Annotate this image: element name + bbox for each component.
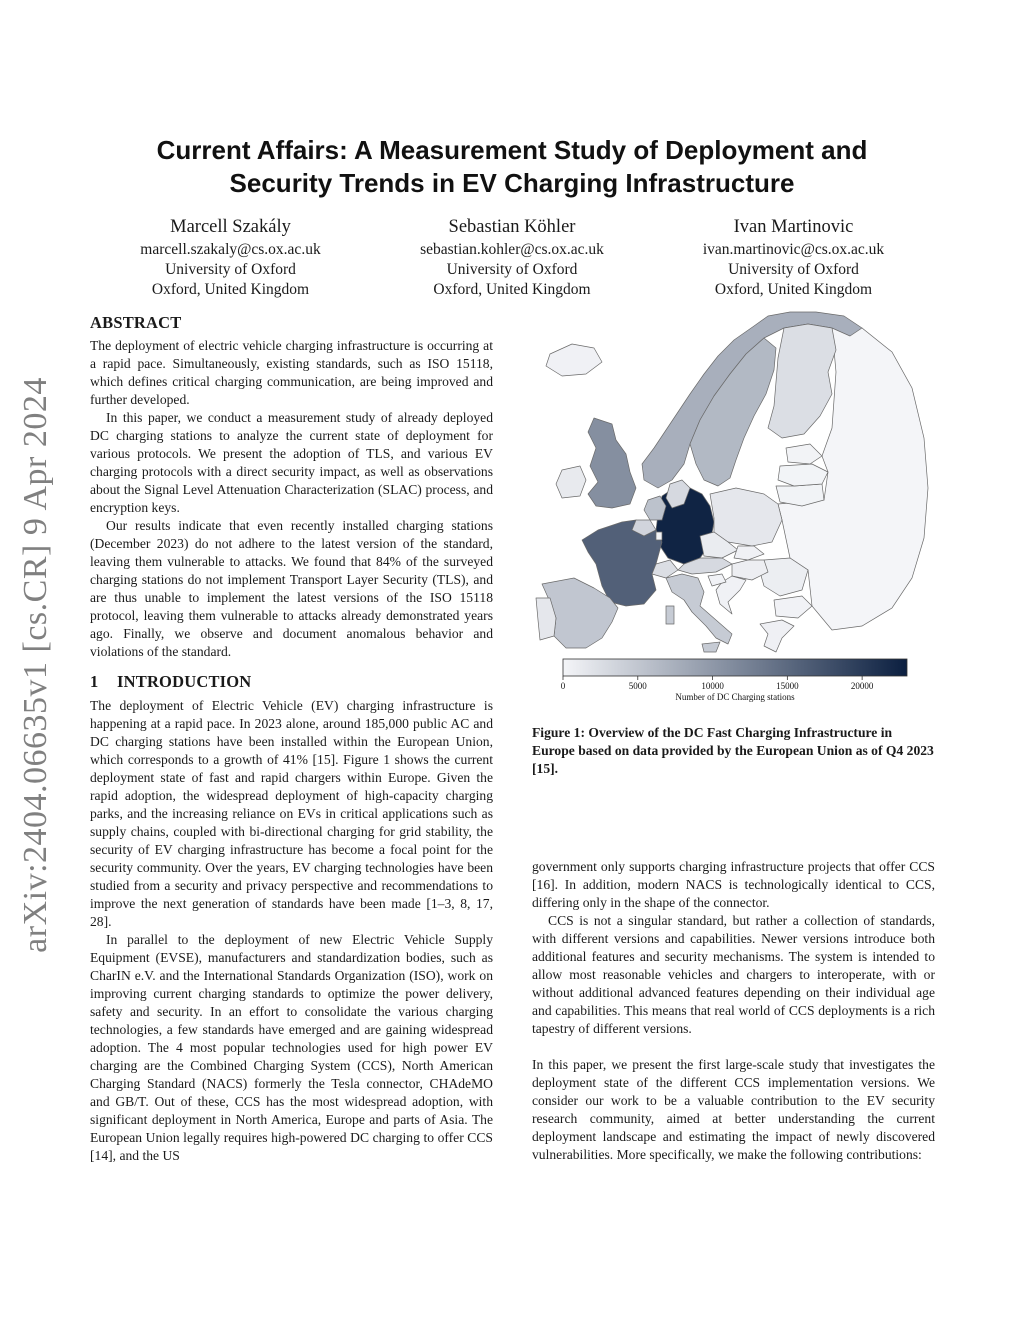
map-region-estonia — [786, 444, 822, 464]
arxiv-identifier — [6, 370, 66, 960]
paper-title — [90, 134, 934, 200]
map-region-united-kingdom — [588, 418, 636, 508]
author-location: Oxford, United Kingdom — [433, 281, 591, 298]
map-region-bulgaria — [774, 596, 812, 618]
author-affiliation: University of Oxford — [728, 261, 859, 278]
map-region-iceland — [546, 344, 602, 376]
europe-map — [532, 308, 935, 668]
author-name: Ivan Martinovic — [733, 217, 854, 237]
author-block — [90, 214, 934, 300]
author-location: Oxford, United Kingdom — [714, 281, 873, 298]
colorbar-svg — [532, 655, 935, 705]
map-region-ireland — [556, 466, 586, 498]
colorbar-tick-label: 15000 — [776, 681, 799, 691]
intro-paragraph-2: In parallel to the deployment of new Electric Vehicle Supply Equipment (EVSE), manufacturers and standardization bodies, such as CharIN e.V. and the International Standards Organization (ISO), work on improving current charging standards to optimize the power delivery, safety and security. In an effort to consolidate the various charging technologies, a few standards have emerged and are gaining widespread adoption. The 4 most popular technologies used for high power EV charging are the Combined Charging System (CCS), North American Charging Standard (NACS) formerly the Tesla connector, CHAdeMO and GB/T. Out of these, CCS has the most widespread adoption, with significant deployment in North America, Europe and parts of Asia. The European Union legally requires high-powered DC charging to offer CCS [14], and the US — [90, 932, 493, 1163]
colorbar-tick-label: 5000 — [628, 681, 647, 691]
abstract-paragraph-2: In this paper, we conduct a measurement study of already deployed DC charging stations to analyze the current state of deployment for various protocols. We present the adoption of TLS, and various EV charging protocols with a direct security impact, as well as observations about the Signal Level Attenuation Characterization (SLAC) process, and encryption keys. — [90, 410, 493, 515]
arxiv-label: arXiv:2404.06635v1 [cs.CR] 9 Apr 2024 — [17, 377, 54, 953]
colorbar-gradient — [563, 659, 907, 676]
author-email: sebastian.kohler@cs.ox.ac.uk — [420, 241, 604, 258]
figure-caption: Figure 1: Overview of the DC Fast Charging Infrastructure in Europe based on data provided by the European Union as of Q4 2023 [15]. — [532, 725, 934, 776]
intro-paragraph-1: The deployment of Electric Vehicle (EV) charging infrastructure is happening at a rapid pace. In 2023 alone, around 185,000 public AC and DC charging stations have been installed within the European Union, which corresponds to a growth of 41% [15]. Figure 1 shows the current deployment state of fast and rapid chargers within Europe. Given the rapid adoption, the widespread deployment of high-capacity charging parks, and the increasing reliance on EVs in critical applications such as supply chains, coupled with bi-directional charging for grid stability, the security of EV charging infrastructure has become a focal point for the security community. Over the years, EV charging technologies have been studied from a security and privacy perspective and recommendations to improve the next generation of standards have been made [1–3, 8, 17, 28]. — [90, 698, 493, 929]
author-email: ivan.martinovic@cs.ox.ac.uk — [702, 241, 885, 258]
author-affiliation: University of Oxford — [165, 261, 296, 278]
colorbar — [532, 655, 935, 705]
author-affiliation: University of Oxford — [446, 261, 578, 278]
title-line-2: Security Trends in EV Charging Infrastructure — [229, 168, 795, 198]
abstract-heading: ABSTRACT — [90, 313, 182, 332]
figure-1 — [532, 308, 935, 668]
map-region-slovakia — [734, 546, 764, 560]
author-name: Sebastian Köhler — [448, 217, 576, 237]
abstract-paragraph-1: The deployment of electric vehicle charging infrastructure is occurring at a rapid pace. Simultaneously, existing standards, such as ISO 15118, which defines critical charging communication, are being improved and further developed. — [90, 338, 493, 407]
colorbar-label: Number of DC Charging stations — [675, 692, 795, 702]
abstract-paragraph-3: Our results indicate that even recently installed charging stations (December 2023) do not adhere to the latest version of the standard, leaving them vulnerable to attacks. We found that 84% of the surveyed charging stations do not implement Transport Layer Security (TLS), and are thus unable to implement the latest versions of the ISO 15118 protocol, leaving them vulnerable to attacks already demonstrated years ago. Finally, we observe and document anomalous behavior and violations of the standard. — [90, 518, 493, 659]
colorbar-tick-label: 20000 — [850, 681, 874, 691]
left-column — [90, 312, 493, 1165]
right-paragraph-2: CCS is not a singular standard, but rather a collection of standards, with different versions and capabilities. Newer versions introduce both additional features and security mechanisms. The system is intended to allow most reasonable vehicles and chargers to interoperate, with or without additional advanced features depending on their individual age and capabilities. This means that real world of CCS deployments is a rich tapestry of different versions. — [532, 913, 935, 1036]
colorbar-tick-label: 10000 — [701, 681, 724, 691]
author-name: Marcell Szakály — [170, 217, 291, 237]
colorbar-tick-label: 0 — [560, 681, 566, 691]
map-region-luxembourg — [656, 532, 662, 540]
author-3 — [653, 214, 934, 300]
map-region-greece — [760, 620, 794, 652]
author-1 — [90, 214, 371, 300]
europe-map-svg — [532, 308, 935, 658]
author-2 — [372, 214, 653, 300]
section-title: INTRODUCTION — [117, 672, 252, 691]
title-line-1: Current Affairs: A Measurement Study of Deployment and — [156, 135, 868, 165]
author-location: Oxford, United Kingdom — [151, 281, 310, 298]
right-paragraph-1: government only supports charging infrastructure projects that offer CCS [16]. In addition, modern NACS is technologically identical to CCS, differing only in the shape of the connector. — [532, 859, 935, 910]
introduction-heading — [90, 671, 493, 693]
author-email: marcell.szakaly@cs.ox.ac.uk — [140, 241, 321, 258]
section-number: 1 — [90, 672, 99, 691]
map-region-latvia — [778, 464, 828, 486]
right-paragraph-3: In this paper, we present the first large-scale study that investigates the deployment state of the different CCS implementation versions. We consider our work to be a valuable contribution to the EV security research community, aimed at better understanding the current deployment landscape and estimating the impact of newly discovered vulnerabilities. More specifically, we make the following contributions: — [532, 1057, 935, 1162]
map-region-italy-sicily — [702, 642, 720, 652]
map-region-finland — [768, 324, 836, 438]
right-column — [532, 858, 935, 1164]
map-region-italy-sardinia — [666, 606, 674, 624]
